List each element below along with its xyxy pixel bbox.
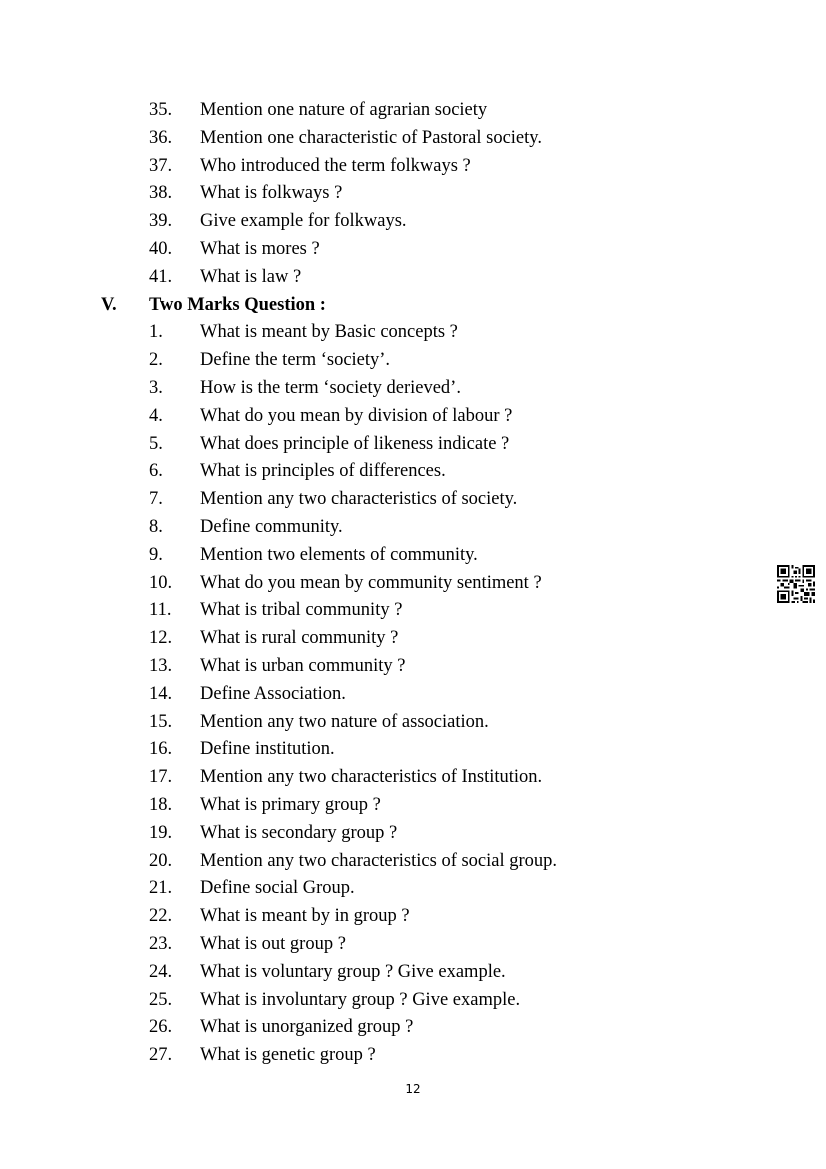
question-number: 27. bbox=[149, 1045, 173, 1066]
list-item bbox=[0, 820, 826, 848]
list-item bbox=[0, 236, 826, 264]
question-number: 17. bbox=[149, 767, 173, 788]
page-number: 12 bbox=[405, 1082, 421, 1096]
list-item bbox=[0, 903, 826, 931]
list-item bbox=[0, 875, 826, 903]
list-item bbox=[0, 764, 826, 792]
question-text: Give example for folkways. bbox=[200, 211, 407, 232]
question-number: 10. bbox=[149, 572, 173, 593]
question-number: 21. bbox=[149, 878, 173, 899]
question-text: What is law ? bbox=[200, 266, 302, 287]
question-number: 4. bbox=[149, 405, 163, 426]
question-number: 12. bbox=[149, 628, 173, 649]
list-item bbox=[0, 931, 826, 959]
section-heading bbox=[0, 292, 826, 320]
question-text: What is primary group ? bbox=[200, 794, 381, 815]
question-text: Who introduced the term folkways ? bbox=[200, 155, 471, 176]
question-number: 40. bbox=[149, 238, 173, 259]
list-item bbox=[0, 848, 826, 876]
question-text: What is principles of differences. bbox=[200, 461, 446, 482]
list-item bbox=[0, 431, 826, 459]
list-item bbox=[0, 736, 826, 764]
question-number: 37. bbox=[149, 155, 173, 176]
qr-code-icon bbox=[777, 565, 815, 603]
question-text: Define social Group. bbox=[200, 878, 355, 899]
question-number: 13. bbox=[149, 655, 173, 676]
list-item bbox=[0, 514, 826, 542]
question-text: Mention two elements of community. bbox=[200, 544, 478, 565]
question-text: What is mores ? bbox=[200, 238, 320, 259]
list-item bbox=[0, 959, 826, 987]
question-text: Define Association. bbox=[200, 683, 346, 704]
list-item bbox=[0, 125, 826, 153]
question-number: 25. bbox=[149, 989, 173, 1010]
question-text: What is voluntary group ? Give example. bbox=[200, 961, 506, 982]
list-item bbox=[0, 597, 826, 625]
question-number: 36. bbox=[149, 127, 173, 148]
question-number: 2. bbox=[149, 350, 163, 371]
question-text: What is unorganized group ? bbox=[200, 1017, 414, 1038]
question-number: 26. bbox=[149, 1017, 173, 1038]
list-item bbox=[0, 570, 826, 598]
question-number: 22. bbox=[149, 906, 173, 927]
question-text: What is meant by Basic concepts ? bbox=[200, 322, 458, 343]
question-text: Define the term ‘society’. bbox=[200, 350, 391, 371]
list-item bbox=[0, 653, 826, 681]
question-number: 3. bbox=[149, 377, 163, 398]
question-text: What is folkways ? bbox=[200, 183, 343, 204]
list-item bbox=[0, 180, 826, 208]
list-item bbox=[0, 347, 826, 375]
question-text: What is meant by in group ? bbox=[200, 906, 410, 927]
list-item bbox=[0, 403, 826, 431]
section-title: Two Marks Question : bbox=[149, 294, 326, 315]
list-item bbox=[0, 208, 826, 236]
question-number: 24. bbox=[149, 961, 173, 982]
question-number: 39. bbox=[149, 211, 173, 232]
question-number: 18. bbox=[149, 794, 173, 815]
list-item bbox=[0, 709, 826, 737]
question-text: Define community. bbox=[200, 516, 343, 537]
list-item bbox=[0, 987, 826, 1015]
question-number: 16. bbox=[149, 739, 173, 760]
question-number: 20. bbox=[149, 850, 173, 871]
question-text: What is urban community ? bbox=[200, 655, 406, 676]
list-item bbox=[0, 458, 826, 486]
question-number: 41. bbox=[149, 266, 173, 287]
list-item bbox=[0, 153, 826, 181]
question-text: Mention one characteristic of Pastoral society. bbox=[200, 127, 542, 148]
question-text: How is the term ‘society derieved’. bbox=[200, 377, 461, 398]
list-item bbox=[0, 1014, 826, 1042]
question-list bbox=[0, 97, 826, 1070]
question-number: 5. bbox=[149, 433, 163, 454]
question-text: What is genetic group ? bbox=[200, 1045, 376, 1066]
list-item bbox=[0, 792, 826, 820]
question-text: Mention one nature of agrarian society bbox=[200, 100, 488, 120]
list-item bbox=[0, 1042, 826, 1070]
question-text: What is out group ? bbox=[200, 933, 346, 954]
list-item bbox=[0, 486, 826, 514]
section-mark: V. bbox=[101, 294, 117, 315]
question-number: 23. bbox=[149, 933, 173, 954]
question-text: Define institution. bbox=[200, 739, 335, 760]
question-text: Mention any two characteristics of Institution. bbox=[200, 767, 543, 788]
question-text: What is tribal community ? bbox=[200, 600, 403, 621]
question-text: What is secondary group ? bbox=[200, 822, 398, 843]
question-number: 7. bbox=[149, 489, 163, 510]
list-item bbox=[0, 681, 826, 709]
question-number: 14. bbox=[149, 683, 173, 704]
question-number: 9. bbox=[149, 544, 163, 565]
question-number: 19. bbox=[149, 822, 173, 843]
list-item bbox=[0, 264, 826, 292]
list-item bbox=[0, 375, 826, 403]
list-item bbox=[0, 319, 826, 347]
question-text: Mention any two characteristics of social group. bbox=[200, 850, 558, 871]
list-item bbox=[0, 625, 826, 653]
question-text: Mention any two characteristics of society. bbox=[200, 489, 518, 510]
question-text: What do you mean by community sentiment ? bbox=[200, 572, 542, 593]
list-item bbox=[0, 542, 826, 570]
question-number: 15. bbox=[149, 711, 173, 732]
question-text: Mention any two nature of association. bbox=[200, 711, 489, 732]
question-text: What does principle of likeness indicate ? bbox=[200, 433, 510, 454]
question-number: 11. bbox=[149, 600, 172, 621]
question-text: What do you mean by division of labour ? bbox=[200, 405, 513, 426]
question-number: 38. bbox=[149, 183, 173, 204]
question-number: 8. bbox=[149, 516, 163, 537]
list-item bbox=[0, 97, 826, 125]
question-text: What is rural community ? bbox=[200, 628, 399, 649]
question-number: 1. bbox=[149, 322, 163, 343]
question-text: What is involuntary group ? Give example. bbox=[200, 989, 521, 1010]
question-number: 6. bbox=[149, 461, 163, 482]
question-number: 35. bbox=[149, 100, 173, 120]
